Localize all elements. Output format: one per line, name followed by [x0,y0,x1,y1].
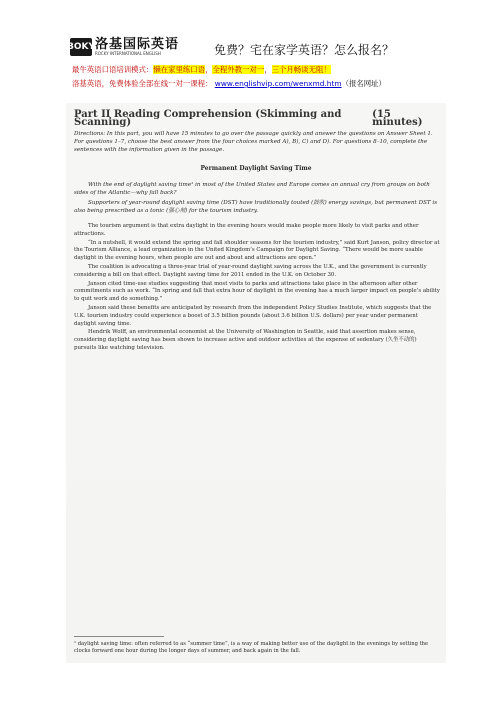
promo-line-1-lead: 最牛英语口语培训模式： [72,65,154,74]
article-title: Permanent Daylight Saving Time [200,165,312,172]
scanned-exam-page [66,103,446,663]
logo-mark-icon: BOKY [70,38,92,56]
promo-line-2-lead: 洛基英语，免费体验全部在线一对一课程： [72,79,213,88]
body-paragraph-4: Janson cited time-use studies suggesting that most visits to parks and attractions take place in the afternoon after other commitments such as work. “In spring and fall that extra hour of daylight in the evening has a much larger impact on people’s ability to quit work and do something.” [74,280,440,303]
directions: Directions: In this part, you will have 15 minutes to go over the passage quickly and answer the questions on Answer Sheet 1. For questions 1–7, choose the best answer from the four choices marked A), B), C) and D). For questions 8–10, complete the sentences with the information given in the passage. [74,131,433,153]
part-title [74,111,438,126]
promo-line-1 [72,64,331,75]
logo-text [95,38,179,56]
header [67,37,450,62]
promo-line-2-tail: （报名网址） [341,79,386,88]
footnote-divider [74,636,164,637]
lead-paragraph-2: Supporters of year-round daylight saving time (DST) have traditionally touted (鼓吹) energy savings, but permanent DST is also being prescribed as a tonic (强心剂) for the tourism industry. [74,200,438,214]
article-lead [74,181,440,217]
footnote: ¹ daylight saving time: often referred to as “summer time”, is a way of making better use of the daylight in the evenings by setting the clocks forward one hour during the longer days of summer, and back again in the fall. [74,641,429,655]
promo-line-2 [72,78,386,89]
logo [67,37,180,56]
body-paragraph-1: The tourism argument is that extra daylight in the evening hours would make people more likely to visit parks and other attractions. [74,223,419,237]
body-paragraph-3: The coalition is advocating a three-year trial of year-round daylight saving across the U.K., and the government is currently considering a bill on that effect. Daylight saving time for 2011 ended in the U.K. on October 30. [74,263,427,278]
body-paragraph-2: “In a nutshell, it would extend the spring and fall shoulder seasons for the tourism industry,” said Kurt Janson, policy director at the Tourism Alliance, a lead organization in the United Kingdom’s Campaign for Daylight Saving. “There would be more usable daylight in the evening hours, when people are out and about and attractions are open.” [74,239,440,262]
part-title-left: Part II Reading Comprehension (Skimming and Scanning) [74,109,342,128]
promo-highlight-2: 全程外教一对一 [212,65,265,74]
promo-sep-2: ， [264,65,272,74]
part-title-time: (15 minutes) [372,109,423,128]
promo-sep-1: ， [205,65,213,74]
logo-english-name: ROCKY INTERNATIONAL ENGLISH [95,51,161,56]
promo-highlight-1: 懒在家里练口语 [153,65,206,74]
header-slogan: 免费？宅在家学英语？怎么报名？ [214,43,395,57]
signup-link[interactable]: www.englishvip.com/wenxmd.htm [214,79,342,88]
body-paragraph-5: Janson said these benefits are anticipated by research from the independent Policy Studies Institute, which suggests that the U.K. tourism industry could experience a boost of 3.5 billion pounds (about 3.6 billion U.S. dollars) per year under permanent daylight saving time. [74,304,432,327]
lead-paragraph-1: With the end of daylight saving time¹ in most of the United States and Europe comes an annual cry from groups on both sides of the Atlantic—why fall back? [74,182,430,196]
logo-chinese-name: 洛基国际英语 [95,37,180,52]
body-paragraph-6: Hendrik Wolff, an environmental economist at the University of Washington in Seattle, said that assertion makes sense, considering daylight saving has been shown to increase active and outdoor activities at the expense of sedentary (久坐不动的) pursuits like watching television. [74,329,417,351]
article-body [74,223,440,354]
promo-highlight-3: 三个月畅谈无阻！ [271,65,331,74]
